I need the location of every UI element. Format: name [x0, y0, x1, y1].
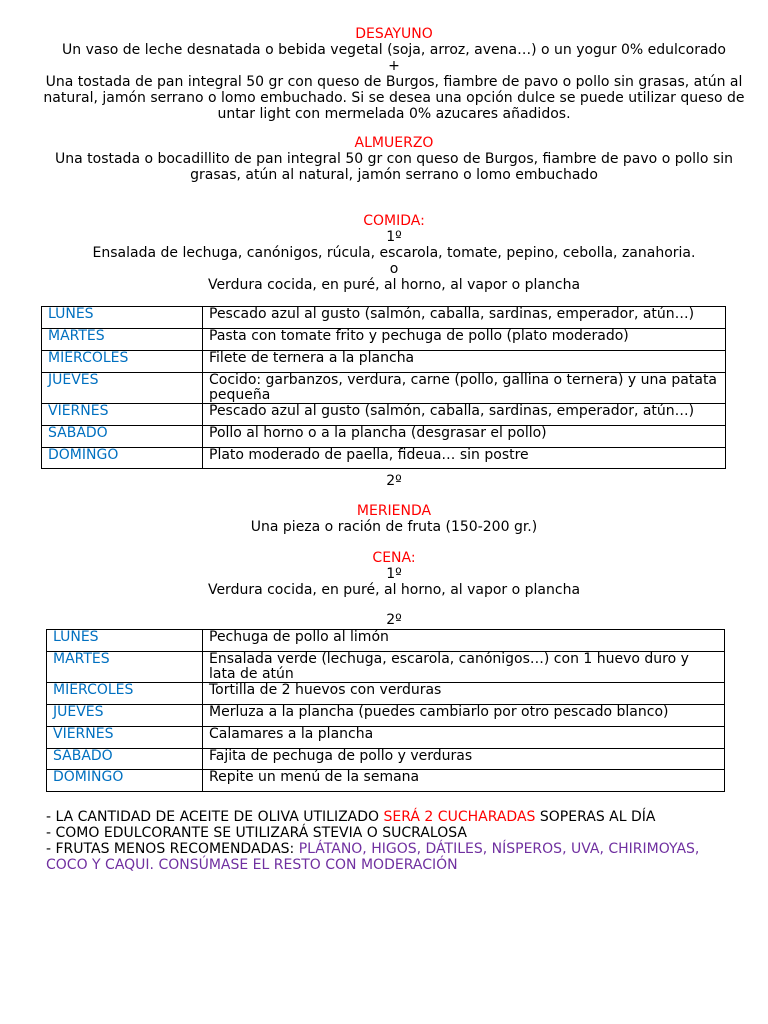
spacer: [30, 598, 758, 612]
comida-table: [41, 306, 726, 469]
desayuno-line-2: Una tostada de pan integral 50 gr con queso de Burgos, fiambre de pavo o pollo sin grasas, atún al natural, jamón serrano o lomo embuchado. Si se desea una opción dulce se puede utilizar queso de untar light con mermelada 0% azucares añadidos.: [43, 74, 745, 122]
dish-cell: Ensalada verde (lechuga, escarola, canónigos…) con 1 huevo duro y lata de atún: [203, 652, 725, 683]
desayuno-title: DESAYUNO: [355, 26, 433, 42]
cena-second-course-label: 2º: [386, 612, 402, 628]
day-cell: SABADO: [47, 749, 203, 770]
cena-table-body: [47, 630, 725, 792]
day-cell: SABADO: [42, 426, 203, 448]
table-row: [42, 404, 726, 426]
dish-cell: Fajita de pechuga de pollo y verduras: [203, 749, 725, 770]
table-row: [47, 749, 725, 770]
comida-section: [30, 213, 758, 293]
almuerzo-line-1: Una tostada o bocadillito de pan integral 50 gr con queso de Burgos, fiambre de pavo o pollo sin grasas, atún al natural, jamón serrano o lomo embuchado: [54, 151, 734, 183]
comida-first-course-label: 1º: [386, 229, 402, 245]
dish-cell: Calamares a la plancha: [203, 727, 725, 749]
table-row: [47, 705, 725, 727]
note-fruits-prefix: - FRUTAS MENOS RECOMENDADAS:: [46, 841, 299, 857]
note-oil-suffix: SOPERAS AL DÍA: [535, 809, 656, 825]
cena-title: CENA:: [372, 550, 416, 566]
day-cell: VIERNES: [42, 404, 203, 426]
desayuno-section: [30, 26, 758, 122]
comida-table-body: [42, 307, 726, 469]
table-row: [47, 652, 725, 683]
comida-title: COMIDA:: [363, 213, 425, 229]
desayuno-line-1: Un vaso de leche desnatada o bebida vegetal (soja, arroz, avena…) o un yogur 0% edulcorado: [62, 42, 726, 58]
almuerzo-title: ALMUERZO: [354, 135, 434, 151]
notes-section: [46, 809, 736, 873]
table-row: [47, 683, 725, 705]
day-cell: MARTES: [47, 652, 203, 683]
day-cell: MARTES: [42, 329, 203, 351]
table-row: [42, 307, 726, 329]
dish-cell: Cocido: garbanzos, verdura, carne (pollo, gallina o ternera) y una patata pequeña: [203, 373, 726, 404]
day-cell: LUNES: [42, 307, 203, 329]
table-row: [42, 329, 726, 351]
note-fruits-highlight: PLÁTANO, HIGOS, DÁTILES, NÍSPEROS, UVA, CHIRIMOYAS, COCO Y CAQUI. CONSÚMASE EL RESTO CON MODERACIÓN: [46, 841, 700, 873]
table-row: [47, 727, 725, 749]
dish-cell: Pescado azul al gusto (salmón, caballa, sardinas, emperador, atún…): [203, 404, 726, 426]
day-cell: JUEVES: [42, 373, 203, 404]
table-row: [47, 630, 725, 652]
day-cell: DOMINGO: [47, 770, 203, 792]
dish-cell: Pescado azul al gusto (salmón, caballa, sardinas, emperador, atún…): [203, 307, 726, 329]
dish-cell: Repite un menú de la semana: [203, 770, 725, 792]
cena-section: [30, 550, 758, 628]
cena-table: [46, 629, 725, 792]
dish-cell: Pasta con tomate frito y pechuga de pollo (plato moderado): [203, 329, 726, 351]
dish-cell: Pechuga de pollo al limón: [203, 630, 725, 652]
dish-cell: Merluza a la plancha (puedes cambiarlo por otro pescado blanco): [203, 705, 725, 727]
day-cell: DOMINGO: [42, 448, 203, 469]
desayuno-plus: +: [388, 58, 400, 74]
merienda-line-1: Una pieza o ración de fruta (150-200 gr.): [250, 519, 538, 535]
merienda-title: MERIENDA: [356, 503, 432, 519]
comida-or: o: [389, 261, 399, 277]
table-row: [47, 770, 725, 792]
day-cell: VIERNES: [47, 727, 203, 749]
merienda-section: [30, 503, 758, 535]
dish-cell: Plato moderado de paella, fideua… sin postre: [203, 448, 726, 469]
table-row: [42, 351, 726, 373]
cena-option-1: Verdura cocida, en puré, al horno, al vapor o plancha: [207, 582, 581, 598]
note-oil: [46, 809, 736, 825]
note-oil-highlight: SERÁ 2 CUCHARADAS: [383, 809, 536, 825]
table-row: [42, 426, 726, 448]
day-cell: MIERCOLES: [42, 351, 203, 373]
comida-second-course-label: 2º: [386, 473, 402, 489]
cena-first-course-label: 1º: [386, 566, 402, 582]
table-row: [42, 373, 726, 404]
day-cell: LUNES: [47, 630, 203, 652]
day-cell: MIERCOLES: [47, 683, 203, 705]
dish-cell: Pollo al horno o a la plancha (desgrasar el pollo): [203, 426, 726, 448]
note-oil-prefix: - LA CANTIDAD DE ACEITE DE OLIVA UTILIZADO: [46, 809, 384, 825]
dish-cell: Tortilla de 2 huevos con verduras: [203, 683, 725, 705]
almuerzo-section: [30, 135, 758, 183]
comida-option-1: Ensalada de lechuga, canónigos, rúcula, escarola, tomate, pepino, cebolla, zanahoria.: [92, 245, 696, 261]
table-row: [42, 448, 726, 469]
note-fruits: [46, 841, 736, 873]
dish-cell: Filete de ternera a la plancha: [203, 351, 726, 373]
day-cell: JUEVES: [47, 705, 203, 727]
comida-option-2: Verdura cocida, en puré, al horno, al vapor o plancha: [207, 277, 581, 293]
note-sweetener: - COMO EDULCORANTE SE UTILIZARÁ STEVIA O SUCRALOSA: [46, 825, 467, 841]
